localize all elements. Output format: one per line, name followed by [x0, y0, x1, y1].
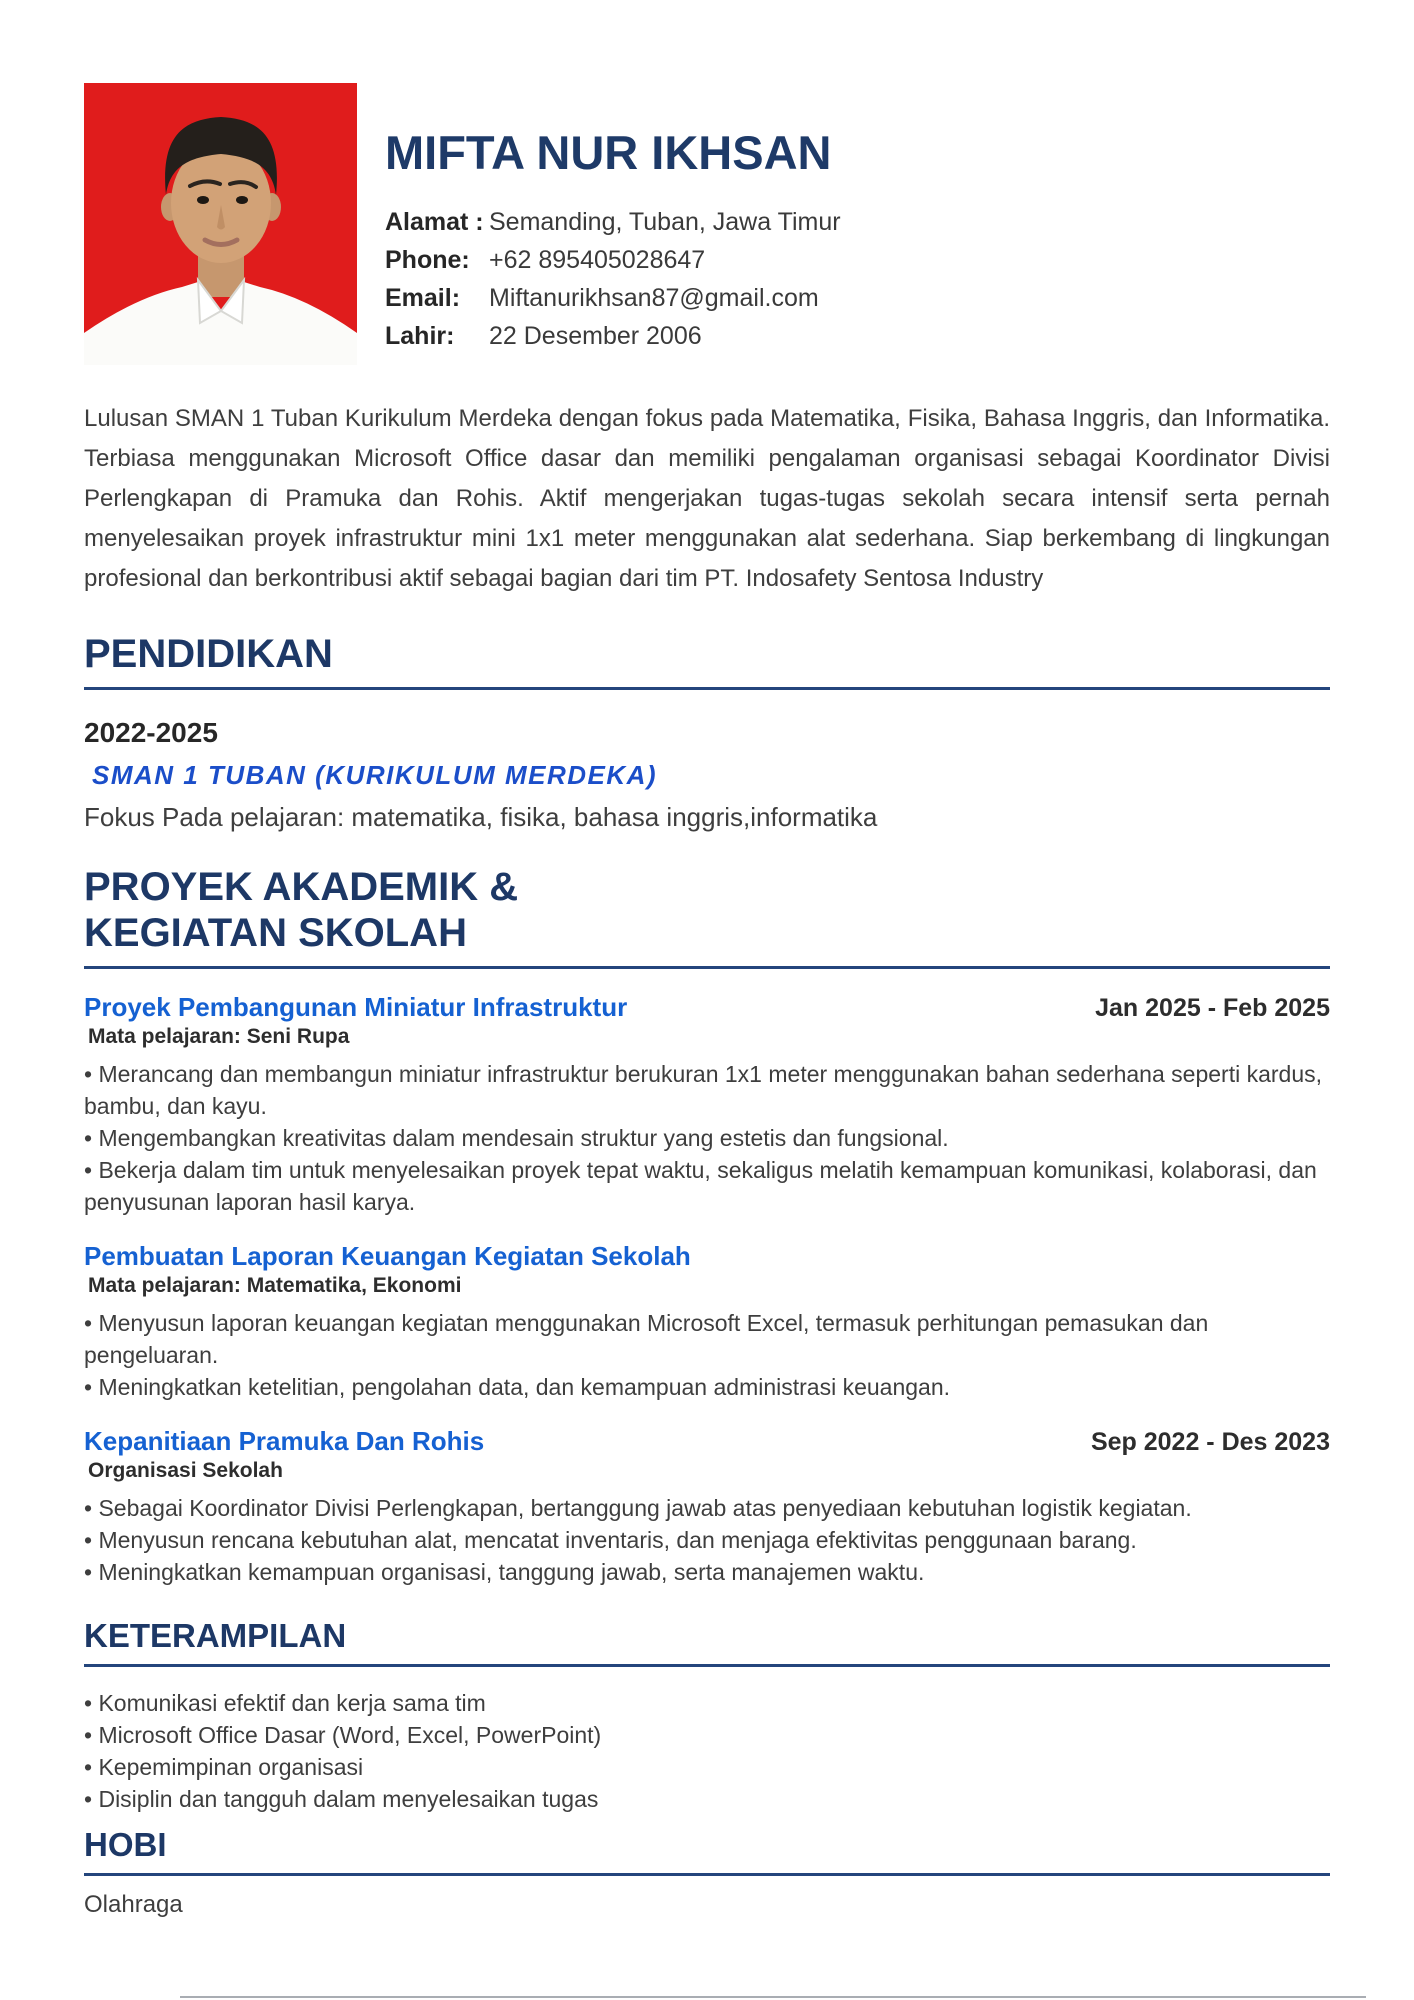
education-focus: Fokus Pada pelajaran: matematika, fisika, bahasa inggris,informatika	[84, 802, 878, 832]
contact-value-address: Semanding, Tuban, Jawa Timur	[489, 208, 841, 236]
header-info	[385, 83, 841, 365]
hobby-item: Olahraga	[84, 1891, 183, 1918]
project-subtitle: Organisasi Sekolah	[88, 1459, 283, 1482]
bullet-item: • Mengembangkan kreativitas dalam mendesain struktur yang estetis dan fungsional.	[84, 1122, 1330, 1154]
section-title-pendidikan: PENDIDIKAN	[84, 631, 1330, 690]
bullet-item: • Meningkatkan kemampuan organisasi, tanggung jawab, serta manajemen waktu.	[84, 1556, 1330, 1588]
project-bullets	[84, 1492, 1330, 1588]
project-entry-head	[84, 1240, 1330, 1272]
contact-label: Alamat :	[385, 208, 484, 236]
project-entry	[84, 1425, 1330, 1588]
section-title-proyek-line2: KEGIATAN SKOLAH	[84, 911, 467, 955]
contact-row-alamat	[385, 203, 841, 241]
contact-row-birthdate	[385, 317, 841, 355]
contact-row-email	[385, 279, 841, 317]
education-years: 2022-2025	[84, 717, 218, 748]
contact-block	[385, 203, 841, 355]
portrait-illustration	[84, 83, 357, 365]
profile-photo	[84, 83, 357, 365]
skill-item: • Microsoft Office Dasar (Word, Excel, PowerPoint)	[84, 1719, 1330, 1751]
project-entry	[84, 991, 1330, 1218]
project-bullets	[84, 1058, 1330, 1218]
section-title-proyek-line1: PROYEK AKADEMIK &	[84, 865, 519, 909]
bullet-item: • Menyusun rencana kebutuhan alat, mencatat inventaris, dan menjaga efektivitas penggunaan barang.	[84, 1524, 1330, 1556]
project-bullets	[84, 1307, 1330, 1403]
contact-value-email: Miftanurikhsan87@gmail.com	[489, 284, 819, 312]
page-bottom-divider	[180, 1996, 1366, 1998]
project-subtitle: Mata pelajaran: Matematika, Ekonomi	[88, 1274, 462, 1297]
project-title: Pembuatan Laporan Keuangan Kegiatan Sekolah	[84, 1241, 691, 1271]
candidate-name: MIFTA NUR IKHSAN	[385, 126, 832, 179]
project-date: Jan 2025 - Feb 2025	[1095, 994, 1330, 1022]
contact-value-birthdate: 22 Desember 2006	[489, 322, 702, 350]
project-title: Proyek Pembangunan Miniatur Infrastruktur	[84, 992, 628, 1022]
skill-item: • Disiplin dan tangguh dalam menyelesaikan tugas	[84, 1783, 1330, 1815]
project-entry-head	[84, 991, 1330, 1023]
bullet-item: • Meningkatkan ketelitian, pengolahan data, dan kemampuan administrasi keuangan.	[84, 1371, 1330, 1403]
profile-summary: Lulusan SMAN 1 Tuban Kurikulum Merdeka dengan fokus pada Matematika, Fisika, Bahasa Inggris, dan Informatika. Terbiasa menggunakan Microsoft Office dasar dan memiliki pengalaman organisasi sebagai Koordinator Divisi Perlengkapan di Pramuka dan Rohis. Aktif mengerjakan tugas-tugas sekolah secara intensif serta pernah menyelesaikan proyek infrastruktur mini 1x1 meter menggunakan alat sederhana. Siap berkembang di lingkungan profesional dan berkontribusi aktif sebagai bagian dari tim PT. Indosafety Sentosa Industry	[84, 405, 1330, 592]
contact-row-phone	[385, 241, 841, 279]
skill-item: • Kepemimpinan organisasi	[84, 1751, 1330, 1783]
section-title-keterampilan: KETERAMPILAN	[84, 1616, 1330, 1667]
project-entry	[84, 1240, 1330, 1403]
skills-list	[84, 1687, 1330, 1815]
contact-label: Lahir:	[385, 322, 455, 350]
project-title: Kepanitiaan Pramuka Dan Rohis	[84, 1426, 485, 1456]
contact-value-phone: +62 895405028647	[489, 246, 706, 274]
bullet-item: • Menyusun laporan keuangan kegiatan menggunakan Microsoft Excel, termasuk perhitungan pemasukan dan pengeluaran.	[84, 1307, 1330, 1371]
skill-item: • Komunikasi efektif dan kerja sama tim	[84, 1687, 1330, 1719]
bullet-item: • Sebagai Koordinator Divisi Perlengkapan, bertanggung jawab atas penyediaan kebutuhan logistik kegiatan.	[84, 1492, 1330, 1524]
contact-label: Email:	[385, 284, 461, 312]
project-subtitle: Mata pelajaran: Seni Rupa	[88, 1025, 350, 1048]
bullet-item: • Bekerja dalam tim untuk menyelesaikan proyek tepat waktu, sekaligus melatih kemampuan komunikasi, kolaborasi, dan penyusunan laporan hasil karya.	[84, 1154, 1330, 1218]
header	[84, 0, 1330, 365]
project-date: Sep 2022 - Des 2023	[1090, 1428, 1330, 1456]
education-school: SMAN 1 TUBAN (KURIKULUM MERDEKA)	[92, 760, 658, 790]
contact-label: Phone:	[385, 246, 470, 274]
section-title-proyek	[84, 864, 1330, 969]
project-entry-head	[84, 1425, 1330, 1457]
bullet-item: • Merancang dan membangun miniatur infrastruktur berukuran 1x1 meter menggunakan bahan sederhana seperti kardus, bambu, dan kayu.	[84, 1058, 1330, 1122]
section-title-hobi: HOBI	[84, 1825, 1330, 1876]
